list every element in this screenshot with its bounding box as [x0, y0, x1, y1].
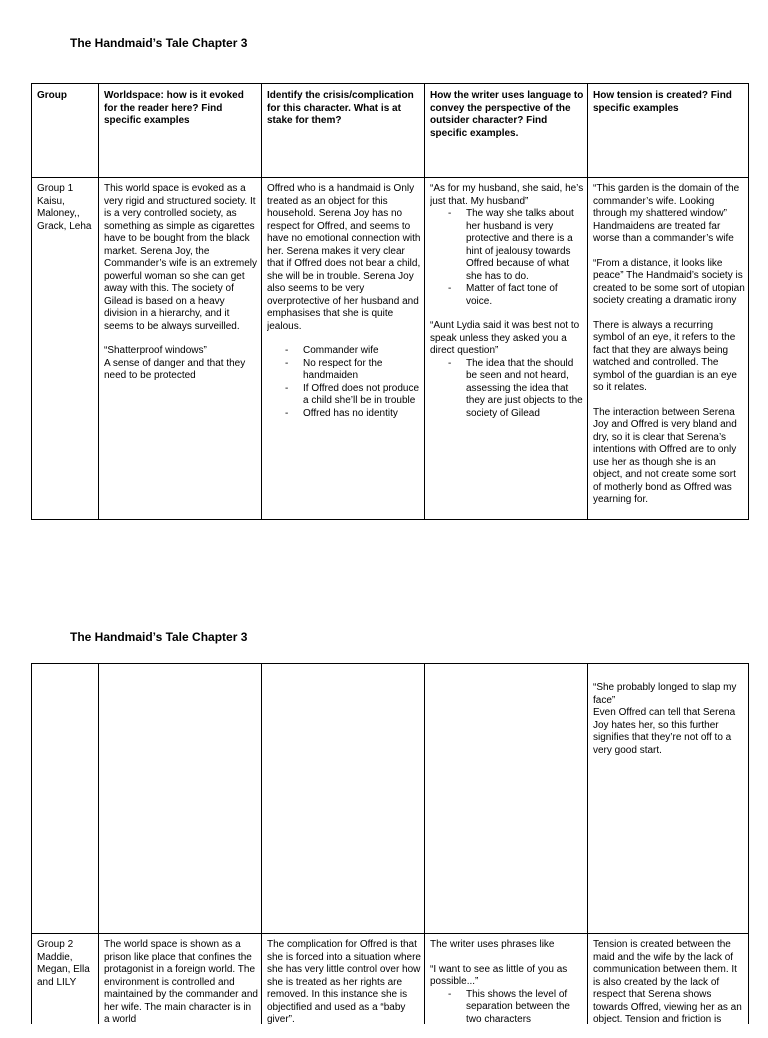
- group2-name: Group 2 Maddie, Megan, Ella and LILY: [37, 939, 90, 988]
- language-paragraph: The writer uses phrases like: [430, 939, 555, 950]
- list-item: - This shows the level of separation between the two characters: [466, 989, 584, 1027]
- column-divider: [424, 83, 425, 520]
- list-item: - No respect for the handmaiden: [303, 358, 422, 383]
- language-list: [430, 358, 584, 421]
- group1-language: [430, 183, 584, 432]
- tension-quote: “She probably longed to slap my face”: [593, 682, 737, 706]
- list-item: - Commander wife: [303, 345, 422, 358]
- group2-worldspace: The world space is shown as a prison like place that confines the protagonist in a foreign world. The environment is controlled and maintained by the commander and her wife. The main character is in a world: [104, 939, 258, 1025]
- tension-paragraph: “This garden is the domain of the commander’s wife. Looking through my shattered window” Handmaidens are treated far worse than a commander’s wife: [593, 183, 740, 244]
- worldspace-paragraph: A sense of danger and that they need to be protected: [104, 357, 246, 381]
- group2-language: [430, 939, 584, 1038]
- list-item: - The way she talks about her husband is very protective and there is a hint of jealousy towards Offred because of what she has to do.: [466, 208, 584, 283]
- list-item: - Offred has no identity: [303, 408, 422, 421]
- page-title: The Handmaid’s Tale Chapter 3: [70, 36, 248, 50]
- group1-worldspace: [104, 183, 258, 383]
- crisis-paragraph: Offred who is a handmaid is Only treated as an object for this household. Serena Joy has no respect for Offred, and seems to have no emotional connection with her. Serena makes it very clear that if Offred does not bear a child, she will be in trouble. Serena Joy also seems to be very overprotective of her husband and emphasises that she is quite jealous.: [267, 183, 421, 332]
- table-border-right: [748, 663, 749, 1024]
- list-item: - Matter of fact tone of voice.: [466, 283, 584, 308]
- tension-paragraph: Even Offred can tell that Serena Joy hates her, so this further signifies that they’re not off to a very good start.: [593, 707, 736, 756]
- tension-paragraph: “From a distance, it looks like peace” The Handmaid’s society is created to be some sort of utopian society creating a dramatic irony: [593, 257, 745, 306]
- list-item: - The idea that the should be seen and not heard, assessing the idea that they are just objects to the society of Gilead: [466, 358, 584, 421]
- column-divider: [261, 83, 262, 520]
- group2-tension: Tension is created between the maid and the wife by the lack of communication between them. It is also created by the lack of respect that Serena shows towards Offred, viewing her as an object. Tension and friction is: [593, 939, 742, 1025]
- group2-crisis: The complication for Offred is that she is forced into a situation where she has very little control over how she is treated as her rights are removed. In this instance she is objectified and used as a “baby giver”.: [267, 939, 421, 1025]
- column-divider: [98, 83, 99, 520]
- crisis-list: [267, 345, 422, 420]
- language-list: [430, 208, 584, 308]
- table-row-divider: [31, 933, 749, 934]
- page-title: The Handmaid’s Tale Chapter 3: [70, 630, 248, 644]
- header-crisis: Identify the crisis/complication for this character. What is at stake for them?: [267, 90, 414, 126]
- column-divider: [587, 663, 588, 1024]
- column-divider: [98, 663, 99, 1024]
- language-quote: “As for my husband, she said, he’s just that. My husband”: [430, 183, 584, 207]
- header-language: How the writer uses language to convey the perspective of the outsider character? Find specific examples.: [430, 90, 584, 139]
- column-divider: [261, 663, 262, 1024]
- table-border-left: [31, 83, 32, 520]
- group1-crisis: [267, 183, 422, 432]
- worldspace-quote: “Shatterproof windows”: [104, 345, 207, 356]
- column-divider: [587, 83, 588, 520]
- header-group: Group: [37, 90, 67, 101]
- group1-tension: [593, 183, 746, 507]
- table-border-top: [31, 663, 749, 664]
- list-item: - If Offred does not produce a child she’ll be in trouble: [303, 383, 422, 408]
- tension-paragraph: There is always a recurring symbol of an eye, it refers to the fact that they are always being watched and controlled. The symbol of the guardian is an eye so it relates.: [593, 319, 737, 393]
- header-worldspace: Worldspace: how is it evoked for the reader here? Find specific examples: [104, 90, 244, 126]
- table-border-header: [31, 177, 749, 178]
- table-border-bottom: [31, 519, 749, 520]
- header-tension: How tension is created? Find specific examples: [593, 90, 732, 114]
- tension-paragraph: The interaction between Serena Joy and Offred is very bland and dry, so it is clear that Serena’s intentions with Offred are to only use her as though she is an object, and not create some sort of motherly bond as Offred was yearning for.: [593, 406, 737, 505]
- continued-tension: [593, 682, 746, 757]
- language-quote: “I want to see as little of you as possible...”: [430, 963, 568, 987]
- table-border-left: [31, 663, 32, 1024]
- table-border-right: [748, 83, 749, 520]
- worldspace-paragraph: This world space is evoked as a very rigid and structured society. It is a very controlled society, as something as simple as cigarettes have to be bought from the black market. Serena Joy, the Commander’s wife is an extremely powerful woman so she can get away with this. The society of Gilead is based on a heavy division in a hierarchy, and it seems to be always surveilled.: [104, 183, 258, 332]
- column-divider: [424, 663, 425, 1024]
- language-list: [430, 989, 584, 1027]
- table-border-top: [31, 83, 749, 84]
- language-quote: “Aunt Lydia said it was best not to speak unless they asked you a direct question”: [430, 320, 580, 356]
- group1-name: Group 1 Kaisu, Maloney,, Grack, Leha: [37, 183, 92, 232]
